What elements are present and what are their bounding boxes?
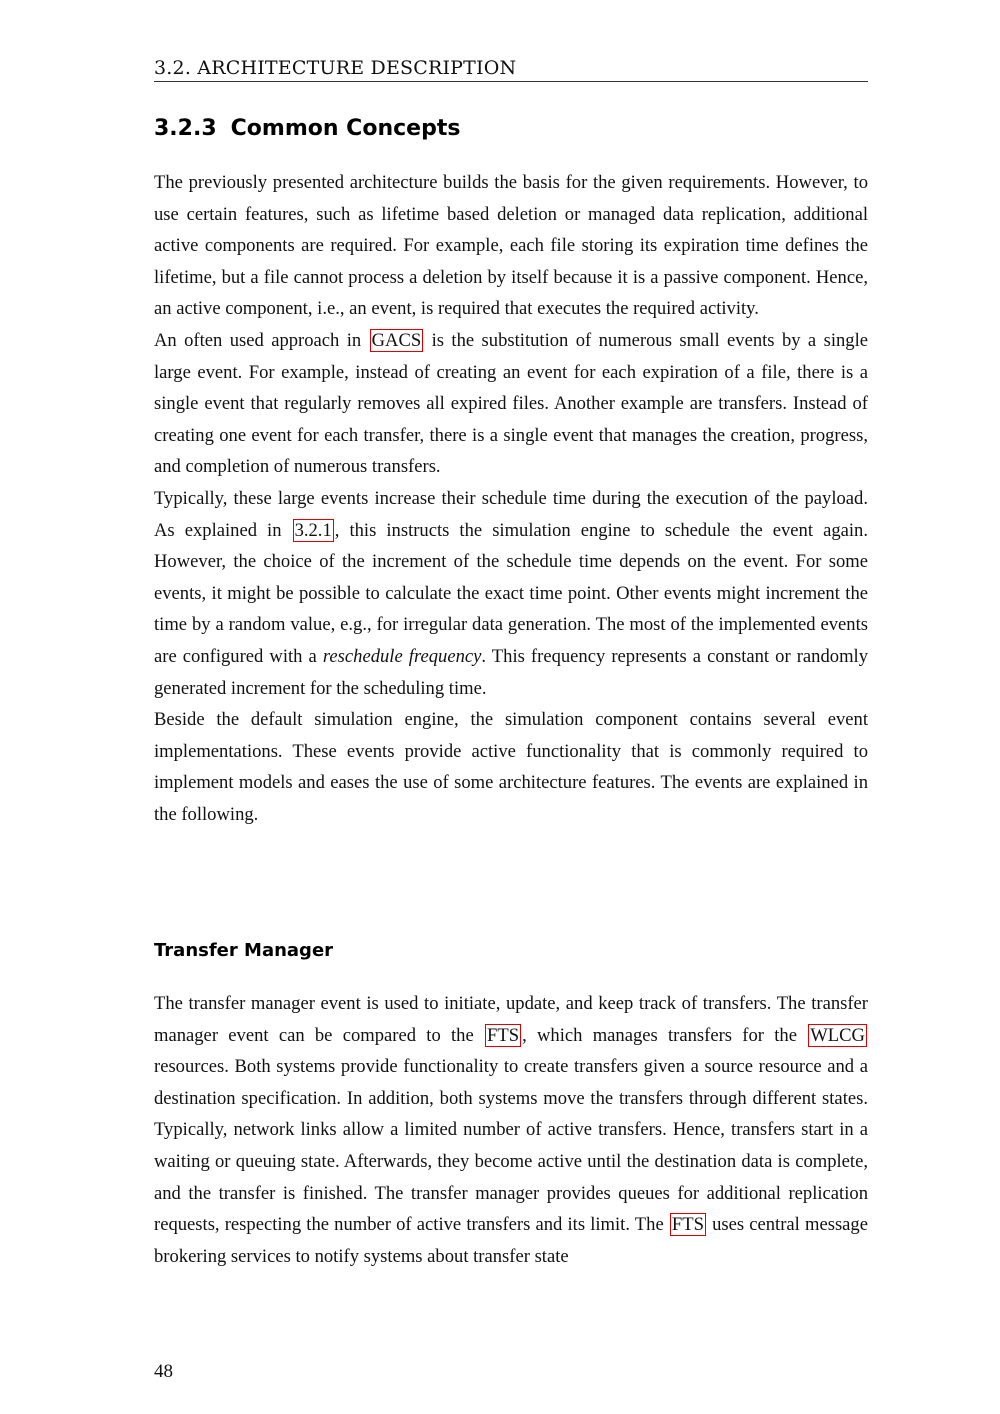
acronym-link-gacs[interactable]: GACS [371, 329, 422, 351]
section-ref-link-3-2-1[interactable]: 3.2.1 [294, 519, 332, 541]
paragraph-2-text-b: is the substitution of numerous small events by a single large event. For example, instead of creating an event for each expiration of a file, there is a single event that regularly removes all expired files. Another example are transfers. Instead of creating one event for each transfer, there is a single event that manages the creation, progress, and completion of numerous transfers. [154, 329, 868, 478]
transfer-text-d: uses central message brokering services to notify systems about transfer state [154, 1214, 868, 1267]
paragraph-2 [154, 325, 868, 483]
paragraph-transfer [154, 988, 868, 1272]
paragraph-2-text-a: An often used approach in [154, 329, 369, 351]
paragraph-3-text-b: , this instructs the simulation engine to schedule the event again. However, the choice of the increment of the schedule time depends on the event. For some events, it might be possible to calculate the exact time point. Other events might increment the time by a random value, e.g., for irregular data generation. The most of the implemented events are configured with a [154, 519, 868, 667]
section-title [154, 116, 460, 141]
emphasis-reschedule-frequency: reschedule frequency [322, 645, 482, 667]
paragraph-3 [154, 483, 868, 704]
paragraph-3-text-a: Typically, these large events increase their schedule time during the execution of the payload. As explained in [154, 487, 868, 541]
subsection-title: Transfer Manager [154, 940, 334, 961]
transfer-text-b: , which manages transfers for the [522, 1024, 808, 1046]
paragraph-1: The previously presented architecture builds the basis for the given requirements. However, to use certain features, such as lifetime based deletion or managed data replication, additional active components are required. For example, each file storing its expiration time defines the lifetime, but a file cannot process a deletion by itself because it is a passive component. Hence, an active component, i.e., an event, is required that executes the required activity. [154, 172, 868, 320]
acronym-link-fts[interactable]: FTS [487, 1024, 520, 1046]
paragraph-4: Beside the default simulation engine, the simulation component contains several event implementations. These events provide active functionality that is commonly required to implement models and eases the use of some architecture features. The events are explained in the following. [154, 709, 868, 825]
transfer-text-a: The transfer manager event is used to initiate, update, and keep track of transfers. The transfer manager event can be compared to the [154, 993, 868, 1046]
acronym-link-fts-2[interactable]: FTS [671, 1214, 704, 1236]
running-header: 3.2. ARCHITECTURE DESCRIPTION [154, 57, 868, 82]
section-number: 3.2.3 [154, 116, 217, 141]
acronym-link-wlcg[interactable]: WLCG [810, 1024, 865, 1046]
body-text-main [154, 167, 868, 830]
body-text-transfer-manager [154, 988, 868, 1272]
transfer-text-c: resources. Both systems provide functionality to create transfers given a source resource and a destination specification. In addition, both systems move the transfers through different states. Typically, network links allow a limited number of active transfers. Hence, transfers start in a waiting or queuing state. Afterwards, they become active until the destination data is complete, and the transfer is finished. The transfer manager provides queues for additional replication requests, respecting the number of active transfers and its limit. The [154, 1056, 868, 1236]
paragraph-3-text-c: . This frequency represents a constant or randomly generated increment for the scheduling time. [154, 645, 868, 699]
page-number: 48 [154, 1361, 173, 1382]
section-title-text: Common Concepts [230, 116, 461, 141]
